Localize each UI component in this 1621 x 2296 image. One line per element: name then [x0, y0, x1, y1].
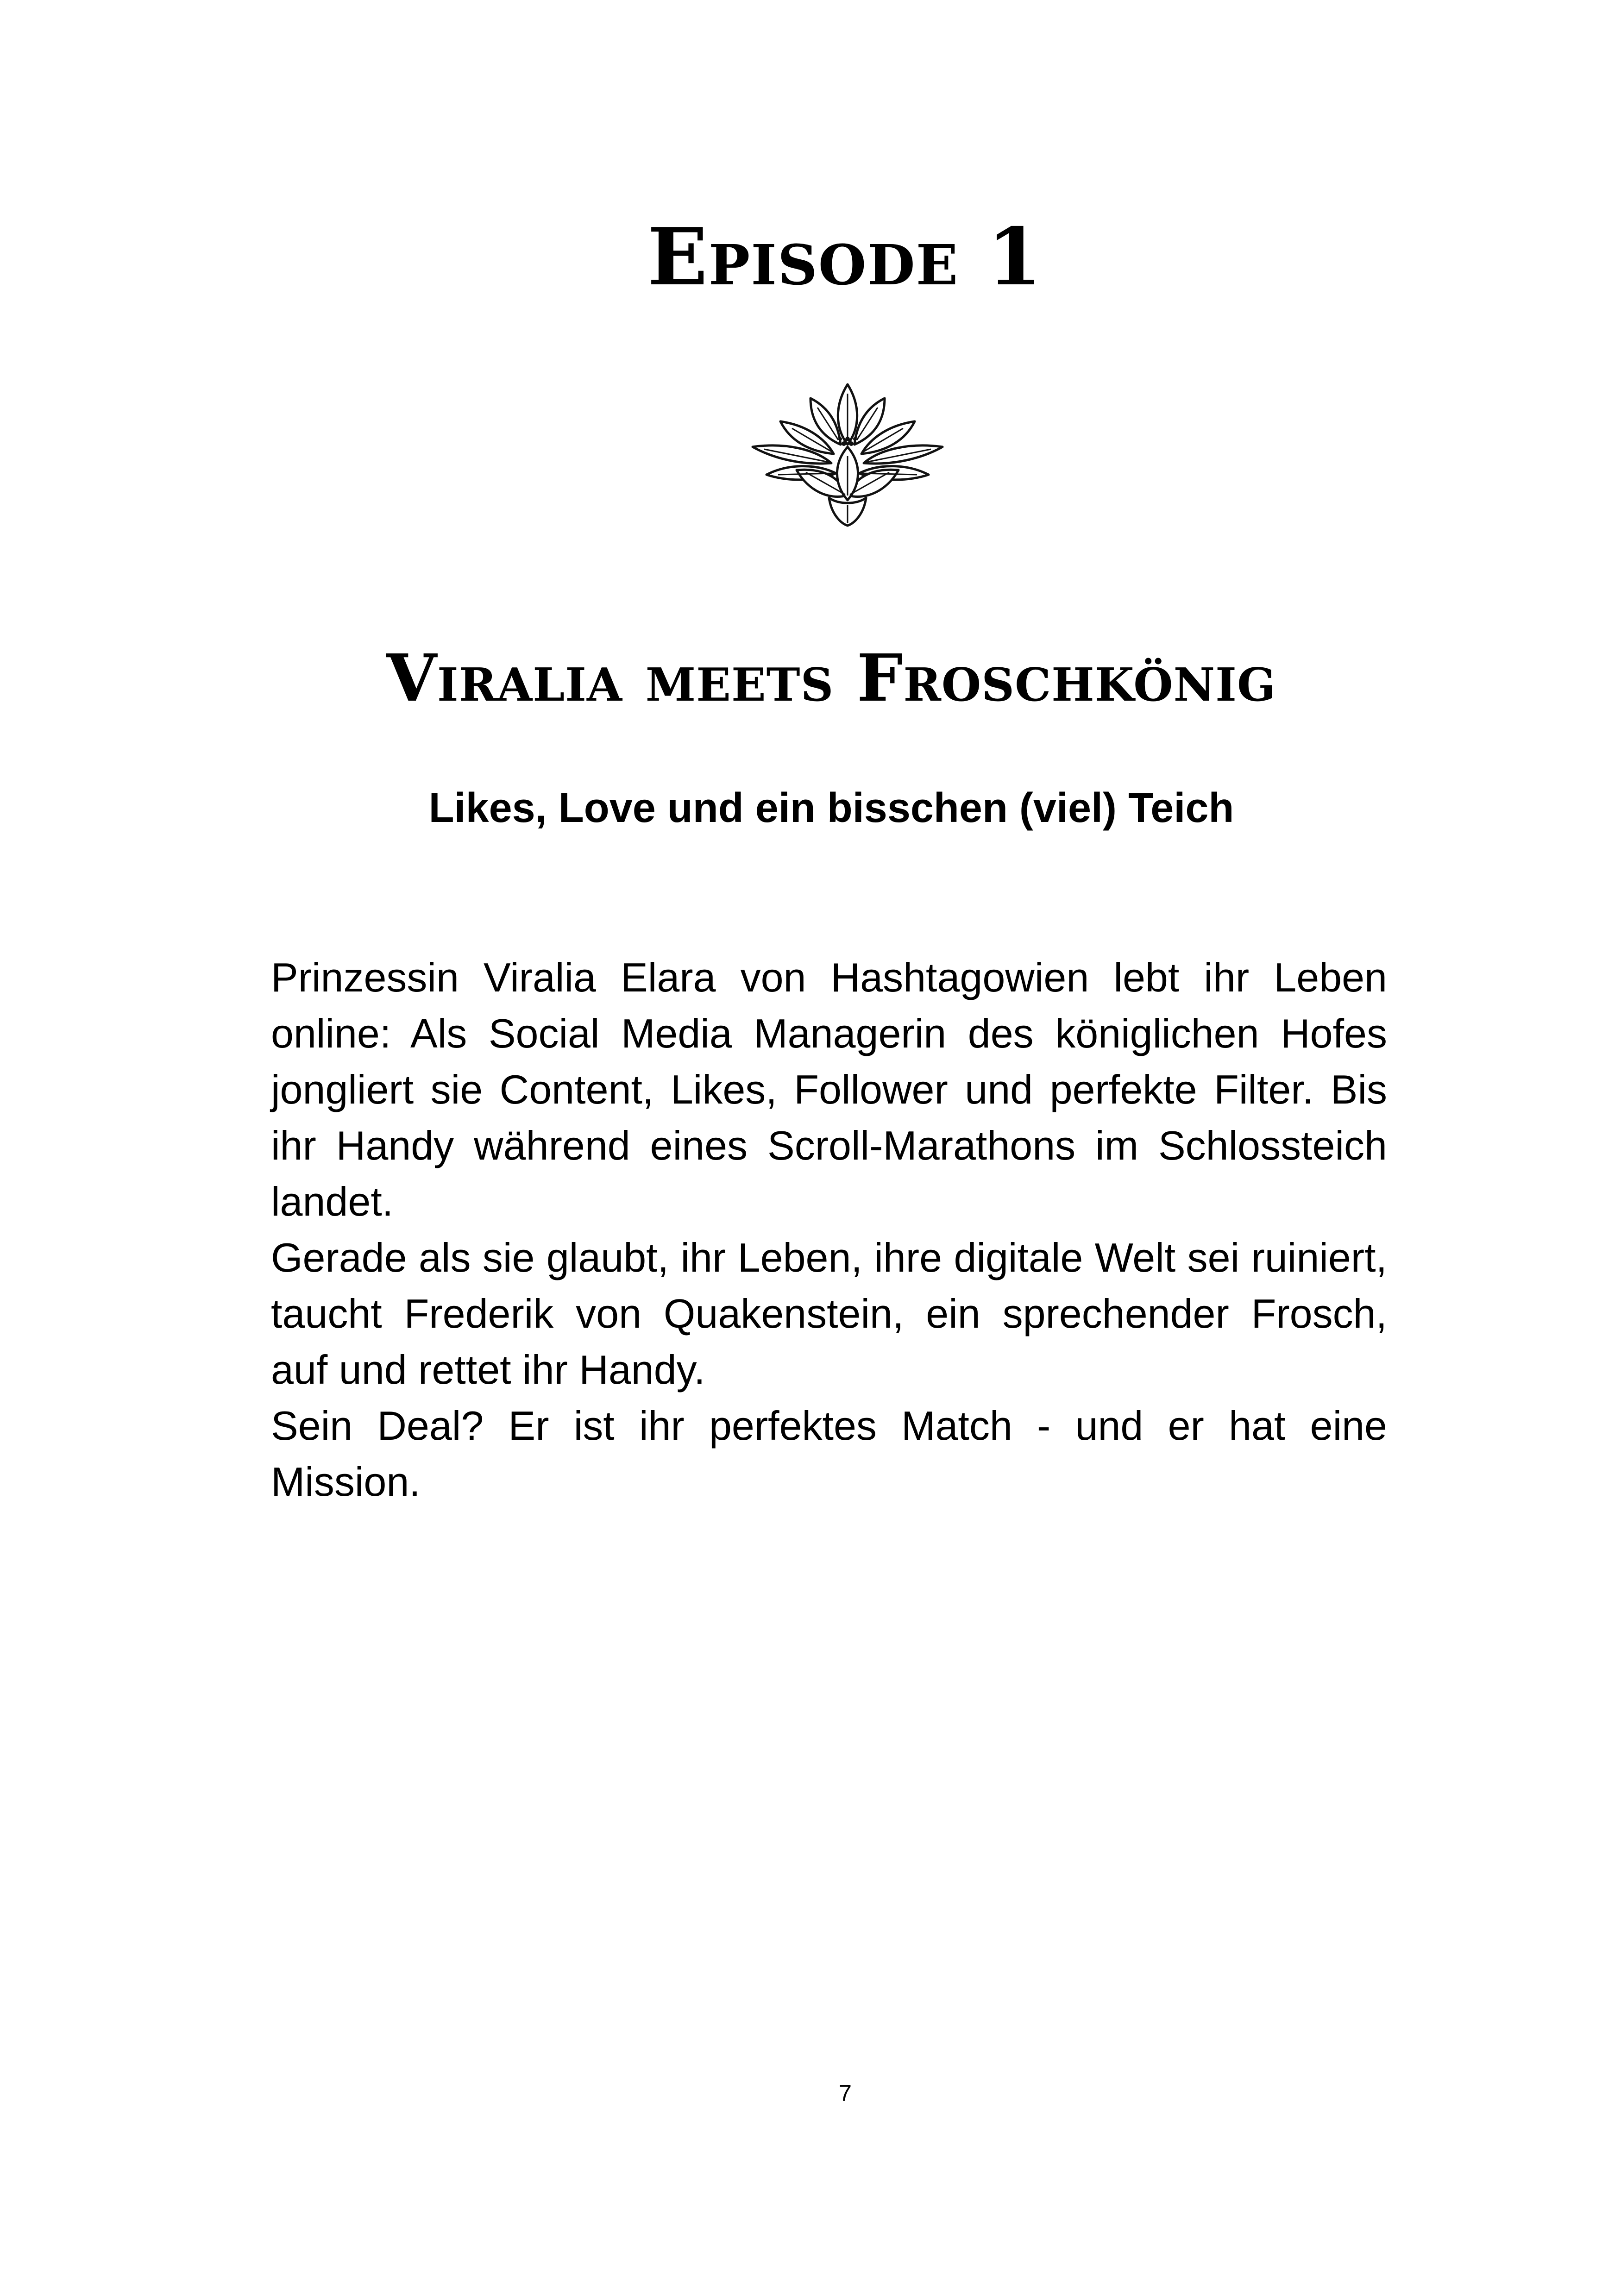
lotus-flower-icon: [741, 366, 954, 533]
synopsis-paragraph-2: Gerade als sie glaubt, ihr Leben, ihre digitale Welt sei ruiniert, taucht Frederik von Quakenstein, ein sprechender Frosch, auf und rettet ihr Handy.: [271, 1235, 1387, 1393]
synopsis-paragraph-1: Prinzessin Viralia Elara von Hashtagowien lebt ihr Leben online: Als Social Media Managerin des königlichen Hofes jongliert sie Content, Likes, Follower und perfekte Filter. Bis ihr Handy während eines Scroll-Marathons im Schlossteich landet.: [271, 954, 1387, 1224]
episode-title: Episode 1: [647, 211, 1043, 303]
story-title: Viralia meets Froschkönig: [386, 640, 1276, 716]
story-subtitle: Likes, Love und ein bisschen (viel) Teich: [428, 785, 1234, 831]
synopsis-paragraph-3: Sein Deal? Er ist ihr perfektes Match - und er hat eine Mission.: [271, 1403, 1387, 1505]
synopsis-text: [271, 949, 1387, 1510]
page-number: 7: [839, 2080, 852, 2106]
